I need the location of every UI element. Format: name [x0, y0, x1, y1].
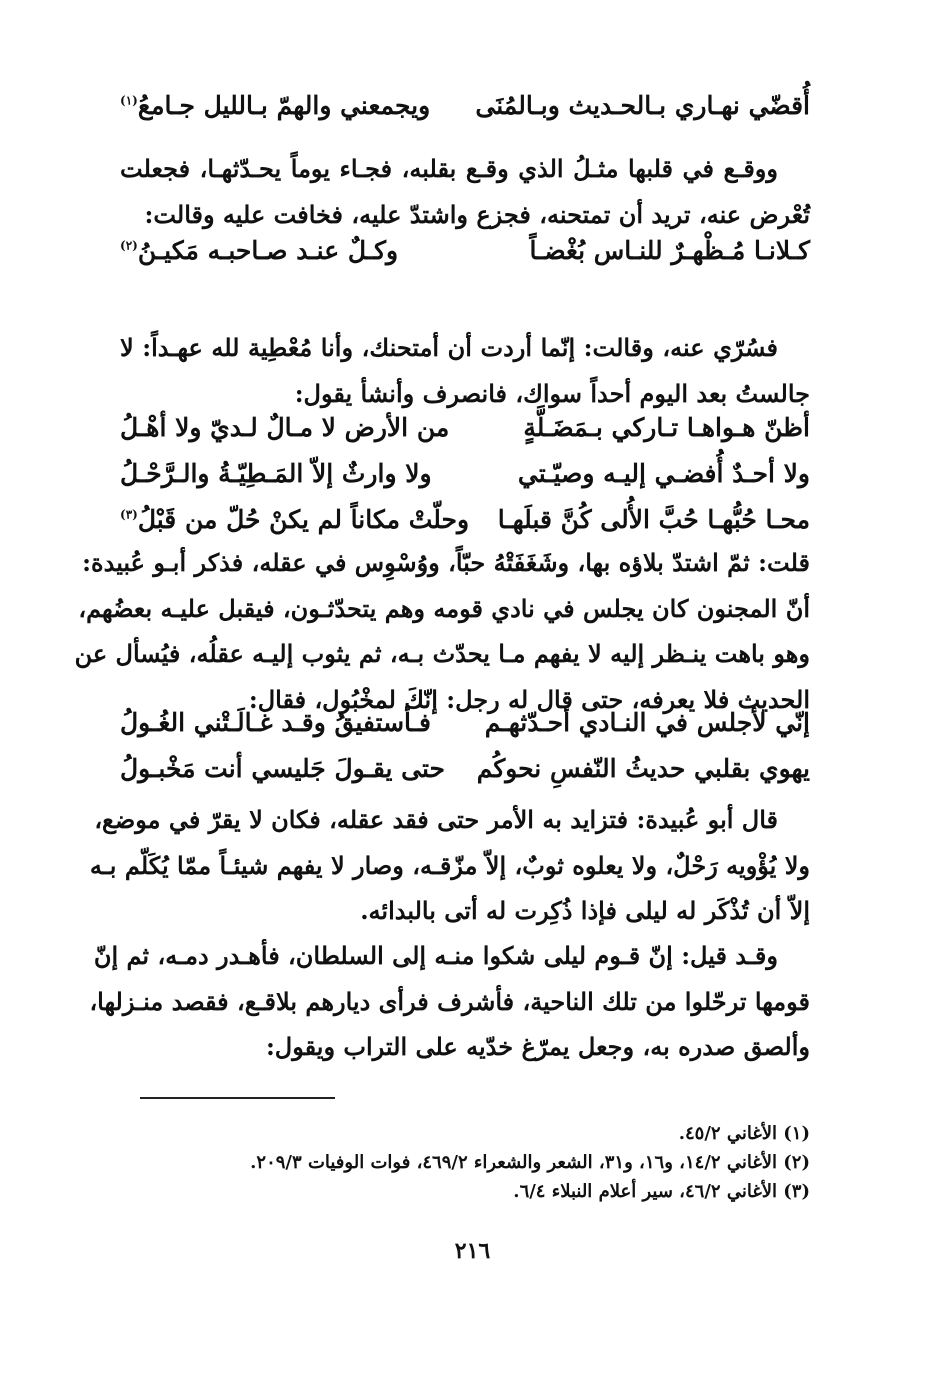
hemistich-first: كـلانـا مُـظْهـرٌ للنـاس بُغْضـاً: [529, 236, 810, 265]
hemistich-text: وكـلٌ عنـد صـاحبـه مَكيـنُ: [137, 236, 399, 265]
footnote-marker: (٢): [120, 238, 138, 253]
paragraph-4: [89, 797, 810, 934]
verse-top: [120, 83, 810, 129]
hemistich-second: [120, 228, 398, 274]
hemistich-first: ولا أحـدٌ أُفضـي إليـه وصيّـتي: [517, 459, 810, 488]
text-line: الحديث فلا يعرفه، حتى قال له رجل: إنّكَ لمخْبُول، فقال:: [248, 684, 810, 714]
footnote-3: (٣) الأغاني ٤٦/٢، سير أعلام النبلاء ٦/٤.: [513, 1181, 810, 1202]
hemistich-first: يهوي بقلبي حديثُ النّفسِ نحوكُم: [476, 754, 810, 783]
verse-line: [120, 83, 810, 129]
hemistich-text: ويجمعني والهمّ بـالليل جـامعُ: [137, 91, 431, 120]
text-line: إلاّ أن تُذْكَر له ليلى فإذا ذُكِرت له أتى بالبدائه.: [360, 896, 810, 925]
verse-line: [120, 497, 810, 543]
verse-line: [120, 451, 810, 497]
text-line: جالستُ بعد اليوم أحداً سواك، فانصرف وأنشأ يقول:: [294, 378, 810, 408]
footnote-marker: (٣): [120, 507, 138, 522]
hemistich-second: [120, 497, 469, 543]
hemistich-first: إنّي لأجلس في النـادي أحـدّثهـم: [484, 708, 810, 737]
hemistich-second: فـأستفيقُ وقـد غـالَـتْني الغُـولُ: [120, 708, 431, 737]
paragraph-5: [89, 933, 810, 1070]
poem-2: [120, 700, 810, 792]
verse-line: [120, 228, 810, 274]
text-line: أنّ المجنون كان يجلس في نادي قومه وهم يتحدّثـون، فيقبل عليـه بعضُهم،: [78, 593, 810, 623]
hemistich-text: وحلّتْ مكاناً لم يكنْ حُلّ من قَبْلُ: [137, 505, 470, 534]
hemistich-first: أظنّ هـواهـا تـاركي بـمَضَـلَّةٍ: [523, 413, 810, 442]
text-line: فسُرّي عنه، وقالت: إنّما أردت أن أمتحنك، وأنا مُعْطِية لله عهـداً: لا: [120, 333, 778, 362]
verse-line: [120, 700, 810, 746]
poem-1: [120, 405, 810, 543]
text-line: قومها ترحّلوا من تلك الناحية، فأشرف فرأى ديارهم بلاقـع، فقصد منـزلها،: [89, 986, 810, 1016]
text-line: وقـد قيل: إنّ قـوم ليلى شكوا منـه إلى السلطان، فأهـدر دمـه، ثم إنّ: [93, 941, 778, 970]
footnote-2: (٢) الأغاني ١٤/٢، و١٦، و٣١، الشعر والشعراء ٤٦٩/٢، فوات الوفيات ٢٠٩/٣.: [250, 1152, 810, 1173]
hemistich-second: ولا وارثٌ إلاّ المَـطِيّـةُ والـرَّحْـلُ: [120, 459, 432, 488]
hemistich-second: حتى يقـولَ جَليسي أنت مَخْبـولُ: [120, 754, 445, 783]
text-line: قال أبو عُبيدة: فتزايد به الأمر حتى فقد عقله، فكان لا يقرّ في موضع،: [94, 805, 778, 834]
verse-2: [120, 228, 810, 274]
text-line: ووقـع في قلبها مثـلُ الذي وقـع بقلبه، فجـاء يوماً يحـدّثهـا، فجعلت: [120, 154, 778, 183]
paragraph-3: [74, 540, 810, 722]
footnote-1: (١) الأغاني ٤٥/٢.: [678, 1123, 810, 1144]
hemistich-second: من الأرض لا مـالٌ لـديّ ولا أهْـلُ: [120, 413, 450, 442]
text-line: وهو باهت ينـظر إليه لا يفهم مـا يحدّث بـه، ثم يثوب إليـه عقلُه، فيُسأل عن: [74, 639, 810, 668]
verse-line: [120, 405, 810, 451]
text-line: قلت: ثمّ اشتدّ بلاؤه بها، وشَغَفَتْهُ حبّاً، ووُسْوِس في عقله، فذكر أبـو عُبيدة:: [82, 548, 810, 577]
hemistich-second: [120, 83, 430, 129]
text-line: وألصق صدره به، وجعل يمرّغ خدّيه على التراب ويقول:: [265, 1032, 810, 1061]
hemistich-first: أُقضّي نهـاري بـالحـديث وبـالمُنَى: [475, 91, 810, 120]
text-line: ولا يُؤْويه رَحْلٌ، ولا يعلوه ثوبٌ، إلاّ مزّقـه، وصار لا يفهم شيئـاً ممّا يُكَلّم بـه: [89, 850, 810, 880]
footnote-separator: [140, 1097, 335, 1099]
verse-line: [120, 746, 810, 792]
paragraph-1: [120, 146, 810, 237]
page-number: ٢١٦: [454, 1238, 491, 1264]
paragraph-2: [120, 325, 810, 416]
text-line: تُعْرض عنه، تريد أن تمتحنه، فجزع واشتدّ عليه، فخافت عليه وقالت:: [144, 199, 810, 229]
footnote-marker: (١): [120, 93, 138, 108]
hemistich-first: محـا حُبُّهـا حُبَّ الأُلى كُنَّ قبلَهـا: [497, 505, 810, 534]
